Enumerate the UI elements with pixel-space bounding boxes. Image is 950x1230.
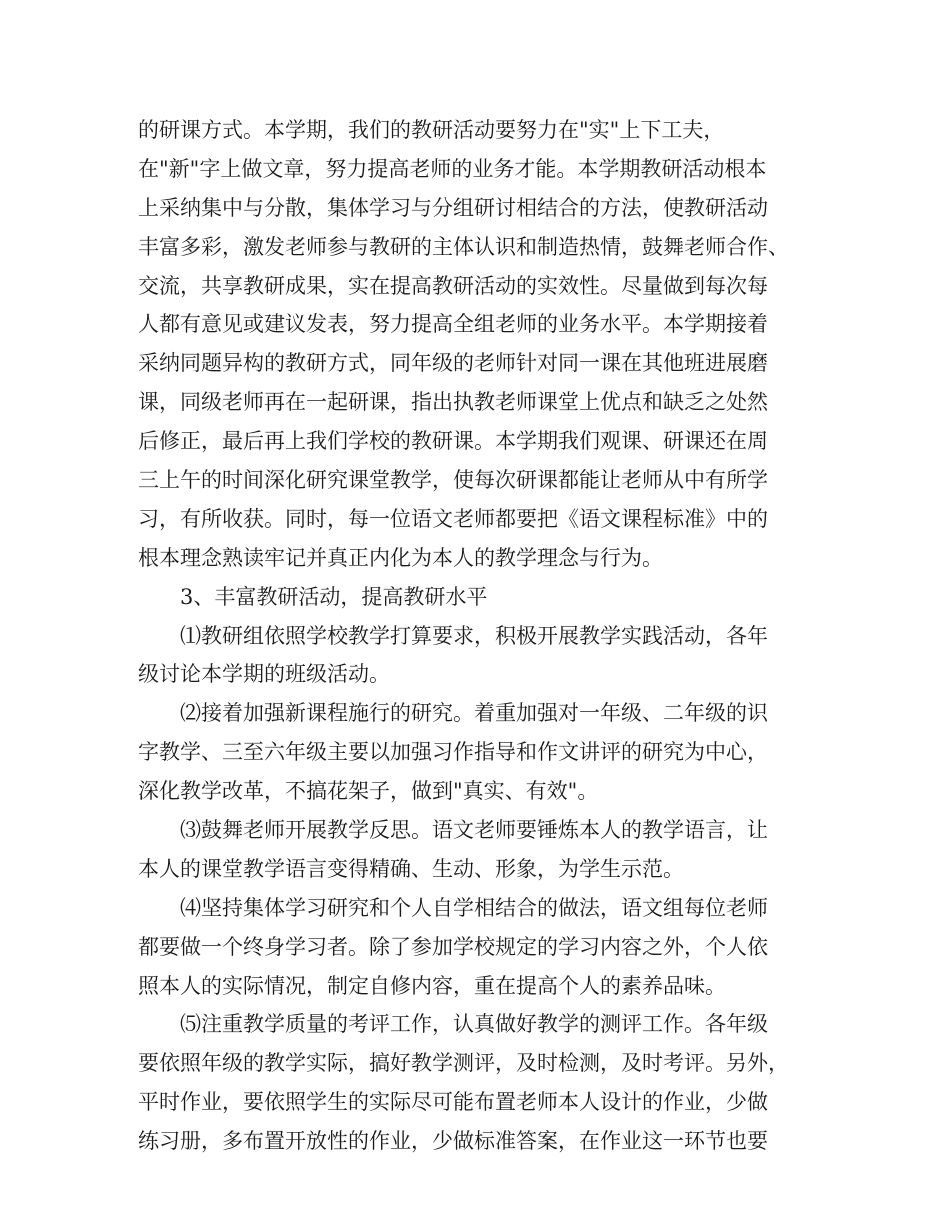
text-line: ⑷坚持集体学习研究和个人自学相结合的做法，语文组每位老师 [180, 895, 768, 920]
text-line: 后修正，最后再上我们学校的教研课。本学期我们观课、研课还在周 [138, 429, 768, 454]
text-line: 根本理念熟读牢记并真正内化为本人的教学理念与行为。 [138, 545, 663, 570]
text-line: 丰富多彩，激发老师参与教研的主体认识和制造热情，鼓舞老师合作、 [138, 234, 789, 259]
text-line: 深化教学改革，不搞花架子，做到"真实、有效"。 [138, 779, 599, 804]
text-line: 练习册，多布置开放性的作业，少做标准答案，在作业这一环节也要 [138, 1129, 768, 1154]
text-line: 3、丰富教研活动，提高教研水平 [180, 584, 488, 609]
text-line: ⑸注重教学质量的考评工作，认真做好教学的测评工作。各年级 [180, 1012, 768, 1037]
text-line: 要依照年级的教学实际，搞好教学测评，及时检测，及时考评。另外， [138, 1051, 789, 1076]
text-line: 照本人的实际情况，制定自修内容，重在提高个人的素养品味。 [138, 973, 726, 998]
text-line: ⑵接着加强新课程施行的研究。着重加强对一年级、二年级的识 [180, 701, 768, 726]
text-line: 字教学、三至六年级主要以加强习作指导和作文讲评的研究为中心， [138, 740, 768, 765]
text-line: ⑶鼓舞老师开展教学反思。语文老师要锤炼本人的教学语言，让 [180, 818, 768, 843]
text-line: ⑴教研组依照学校教学打算要求，积极开展教学实践活动，各年 [180, 623, 768, 648]
text-line: 级讨论本学期的班级活动。 [138, 662, 390, 687]
text-line: 都要做一个终身学习者。除了参加学校规定的学习内容之外，个人依 [138, 934, 768, 959]
document-body [138, 111, 818, 1161]
text-line: 的研课方式。本学期，我们的教研活动要努力在"实"上下工夫， [138, 118, 725, 142]
text-line: 习，有所收获。同时，每一位语文老师都要把《语文课程标准》中的 [138, 506, 768, 531]
text-line: 课，同级老师再在一起研课，指出执教老师课堂上优点和缺乏之处然 [138, 390, 768, 415]
text-line: 本人的课堂教学语言变得精确、生动、形象，为学生示范。 [138, 856, 684, 881]
text-line: 三上午的时间深化研究课堂教学，使每次研课都能让老师从中有所学 [138, 468, 768, 493]
text-line: 在"新"字上做文章，努力提高老师的业务才能。本学期教研活动根本 [138, 156, 767, 181]
text-line: 上采纳集中与分散，集体学习与分组研讨相结合的方法，使教研活动 [138, 195, 768, 220]
text-line: 采纳同题异构的教研方式，同年级的老师针对同一课在其他班进展磨 [138, 351, 768, 376]
text-line: 交流，共享教研成果，实在提高教研活动的实效性。尽量做到每次每 [138, 273, 768, 298]
text-line: 平时作业，要依照学生的实际尽可能布置老师本人设计的作业，少做 [138, 1090, 768, 1115]
text-line: 人都有意见或建议发表，努力提高全组老师的业务水平。本学期接着 [138, 312, 768, 337]
